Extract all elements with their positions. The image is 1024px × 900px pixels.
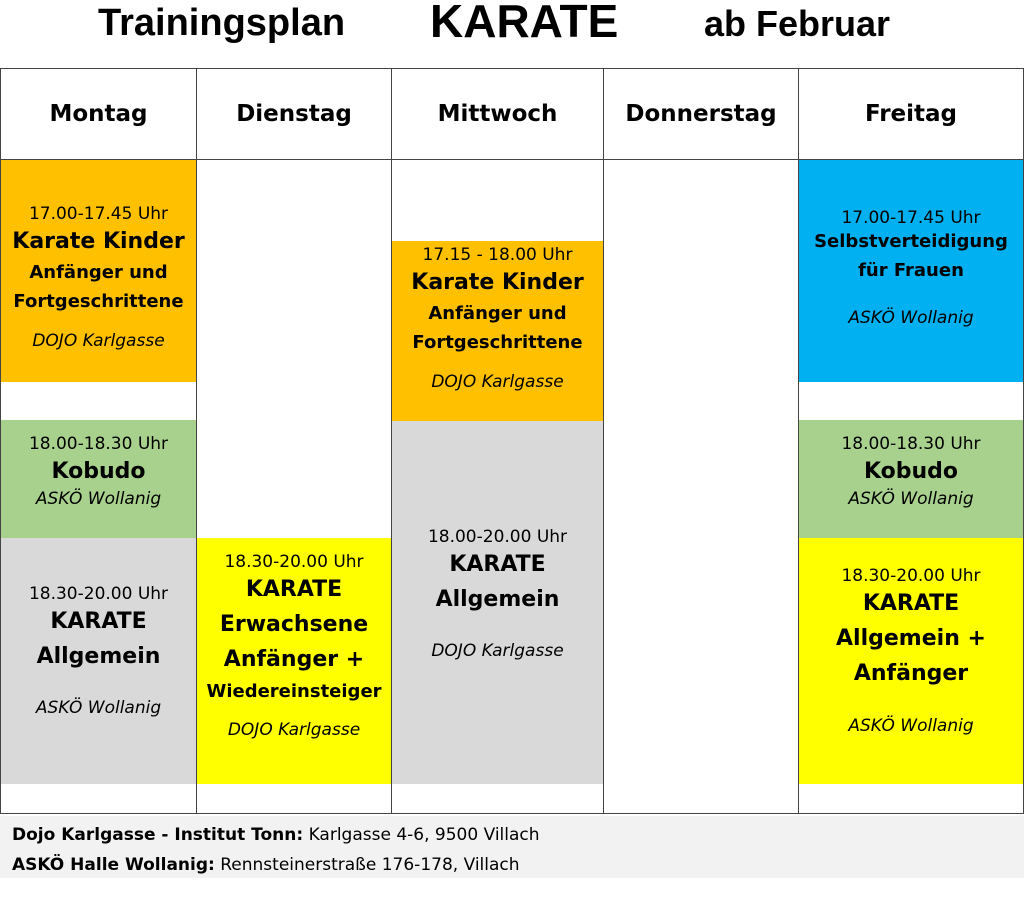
slot-time: 18.00-18.30 Uhr [841, 434, 981, 454]
slot-title: Allgemein [435, 587, 560, 613]
slot-time: 18.30-20.00 Uhr [28, 584, 169, 604]
title-karate: KARATE [430, 0, 619, 47]
column-freitag [798, 68, 1024, 814]
slot-title: KARATE [862, 591, 960, 616]
slot-title: Kobudo [51, 459, 146, 484]
day-header-dienstag: Dienstag [197, 68, 391, 160]
column-donnerstag [603, 68, 798, 814]
table-border [799, 813, 1023, 814]
table-border [197, 813, 391, 814]
slot-subtitle: Anfänger und [29, 262, 168, 284]
slot-subtitle: Anfänger und [428, 303, 567, 325]
slot-location: DOJO Karlgasse [32, 330, 165, 351]
slot-time: 18.30-20.00 Uhr [841, 566, 981, 586]
slot-montag-karate-kinder [1, 160, 196, 382]
slot-time: 17.00-17.45 Uhr [28, 204, 169, 224]
slot-location: ASKÖ Wollanig [848, 307, 974, 328]
address-line-dojo [12, 820, 1024, 850]
slot-title: Allgemein [36, 644, 161, 670]
day-header-donnerstag: Donnerstag [604, 68, 798, 160]
table-border [1, 813, 196, 814]
slot-location: DOJO Karlgasse [431, 371, 564, 392]
slot-montag-karate-allgemein [1, 538, 196, 784]
table-border [392, 813, 603, 814]
slot-subtitle: für Frauen [858, 259, 964, 281]
slot-location: DOJO Karlgasse [227, 720, 361, 741]
slot-montag-kobudo [1, 420, 196, 538]
slot-title: KARATE [50, 609, 147, 634]
slot-subtitle: Selbstverteidigung [814, 231, 1008, 252]
slot-time: 18.30-20.00 Uhr [224, 552, 364, 572]
address-label: ASKÖ Halle Wollanig: [12, 855, 215, 875]
slot-title: Erwachsene [219, 612, 369, 638]
address-footer [0, 816, 1024, 878]
slot-dienstag-karate-erwachsene [197, 538, 391, 784]
address-line-askoe [12, 850, 1024, 880]
address-label: Dojo Karlgasse - Institut Tonn: [12, 825, 304, 845]
slot-title: KARATE [245, 577, 343, 602]
slot-title: Anfänger [853, 661, 969, 687]
schedule-table [0, 68, 1024, 814]
slot-location: ASKÖ Wollanig [35, 698, 162, 719]
address-value: Rennsteinerstraße 176-178, Villach [214, 855, 520, 875]
day-header-montag: Montag [1, 68, 196, 160]
slot-subtitle: Fortgeschrittene [13, 290, 184, 312]
slot-location: DOJO Karlgasse [431, 641, 564, 662]
slot-title: KARATE [449, 552, 546, 577]
day-header-mittwoch: Mittwoch [392, 68, 603, 160]
slot-time: 17.15 - 18.00 Uhr [422, 245, 573, 265]
slot-mittwoch-karate-allgemein [392, 421, 603, 784]
slot-freitag-karate-allgemein [799, 538, 1023, 784]
slot-title: Karate Kinder [411, 270, 584, 295]
slot-location: ASKÖ Wollanig [35, 489, 162, 510]
day-header-freitag: Freitag [799, 68, 1023, 160]
slot-time: 18.00-18.30 Uhr [28, 434, 169, 454]
page-title [0, 0, 1024, 50]
slot-title: Kobudo [863, 459, 959, 484]
column-dienstag [196, 68, 391, 814]
address-value: Karlgasse 4-6, 9500 Villach [303, 825, 540, 845]
slot-time: 17.00-17.45 Uhr [841, 208, 981, 228]
table-border [604, 813, 798, 814]
column-mittwoch [391, 68, 603, 814]
slot-title: Anfänger + [223, 647, 365, 673]
slot-title: Karate Kinder [12, 229, 185, 254]
slot-title: Allgemein + [836, 626, 986, 652]
title-trainingsplan: Trainingsplan [98, 2, 346, 44]
slot-subtitle: Wiedereinsteiger [206, 680, 382, 702]
slot-subtitle: Fortgeschrittene [412, 331, 583, 353]
slot-location: ASKÖ Wollanig [848, 489, 974, 510]
slot-freitag-selbstverteidigung [799, 160, 1023, 382]
slot-mittwoch-karate-kinder [392, 241, 603, 421]
title-ab-februar: ab Februar [704, 3, 891, 44]
column-montag [0, 68, 196, 814]
slot-time: 18.00-20.00 Uhr [427, 527, 568, 547]
slot-location: ASKÖ Wollanig [848, 715, 974, 736]
slot-freitag-kobudo [799, 420, 1023, 538]
